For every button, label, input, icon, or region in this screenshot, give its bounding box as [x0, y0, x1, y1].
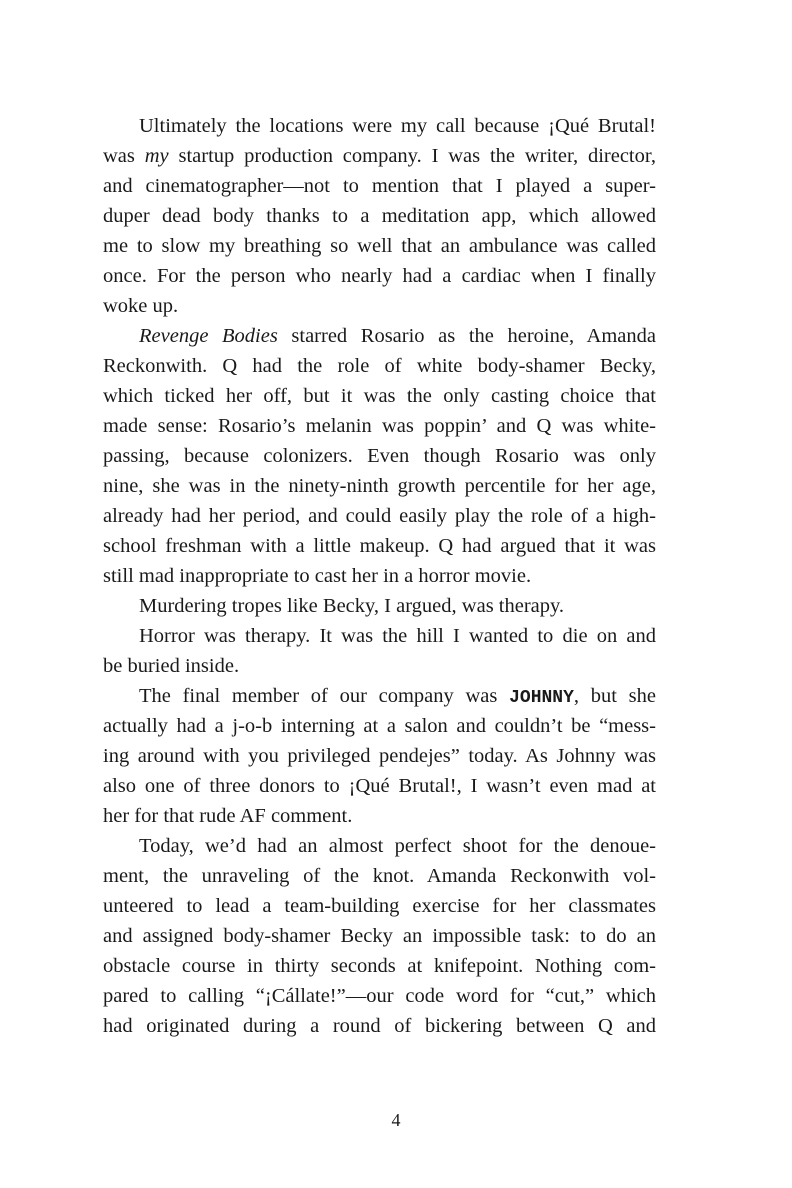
text-run: starred Rosario as the heroine, Amanda — [277, 325, 656, 347]
text-line: passing, because colonizers. Even though Rosario was only — [103, 445, 656, 467]
paragraph — [103, 321, 656, 591]
text-line: unteered to lead a team-building exercise for her classmates — [103, 895, 656, 917]
text-line: woke up. — [103, 295, 179, 317]
text-line — [103, 681, 656, 711]
text-line: Reckonwith. Q had the role of white body-shamer Becky, — [103, 355, 656, 377]
text-line: also one of three donors to ¡Qué Brutal!, I wasn’t even mad at — [103, 775, 656, 797]
text-line: pared to calling “¡Cállate!”—our code word for “cut,” which — [103, 985, 656, 1007]
text-run: startup production company. I was the writer, director, — [168, 145, 656, 167]
paragraph — [103, 591, 656, 621]
text-line: Horror was therapy. It was the hill I wanted to die on and — [139, 625, 656, 647]
text-line: Murdering tropes like Becky, I argued, was therapy. — [139, 595, 565, 617]
text-line: be buried inside. — [103, 655, 240, 677]
page-number: 4 — [391, 1110, 401, 1130]
text-run: was — [103, 145, 145, 167]
text-run: , but she — [573, 685, 656, 707]
text-line: obstacle course in thirty seconds at knifepoint. Nothing com- — [103, 955, 656, 977]
text-line — [103, 141, 656, 171]
text-line: ing around with you privileged pendejes” today. As Johnny was — [103, 745, 656, 767]
text-line: me to slow my breathing so well that an ambulance was called — [103, 235, 656, 257]
text-line: actually had a j-o-b interning at a salon and couldn’t be “mess- — [103, 715, 656, 737]
text-line: made sense: Rosario’s melanin was poppin’ and Q was white- — [103, 415, 656, 437]
text-line: ment, the unraveling of the knot. Amanda Reckonwith vol- — [103, 865, 656, 887]
text-line: already had her period, and could easily play the role of a high- — [103, 505, 656, 527]
text-line: and assigned body-shamer Becky an impossible task: to do an — [103, 925, 656, 947]
text-line: Today, we’d had an almost perfect shoot for the denoue- — [139, 835, 656, 857]
text-run: The final member of our company was — [139, 685, 510, 707]
name-monospace-text: JOHNNY — [509, 688, 574, 708]
body-text — [103, 111, 656, 1041]
text-line: once. For the person who nearly had a cardiac when I finally — [103, 265, 656, 287]
text-line: duper dead body thanks to a meditation app, which allowed — [103, 205, 656, 227]
paragraph — [103, 621, 656, 681]
text-line: her for that rude AF comment. — [103, 805, 353, 827]
paragraph — [103, 111, 656, 321]
paragraph — [103, 681, 656, 831]
paragraph — [103, 831, 656, 1041]
text-line: Ultimately the locations were my call because ¡Qué Brutal! — [139, 115, 656, 137]
text-line: which ticked her off, but it was the only casting choice that — [103, 385, 656, 407]
text-line: still mad inappropriate to cast her in a horror movie. — [103, 565, 532, 587]
text-line: nine, she was in the ninety-ninth growth percentile for her age, — [103, 475, 656, 497]
text-line — [103, 321, 656, 351]
text-line: had originated during a round of bickering between Q and — [103, 1015, 656, 1037]
text-line: school freshman with a little makeup. Q had argued that it was — [103, 535, 656, 557]
text-line: and cinematographer—not to mention that I played a super- — [103, 175, 656, 197]
book-title-text: Revenge Bodies — [139, 325, 278, 347]
emphasis-text: my — [144, 145, 169, 167]
